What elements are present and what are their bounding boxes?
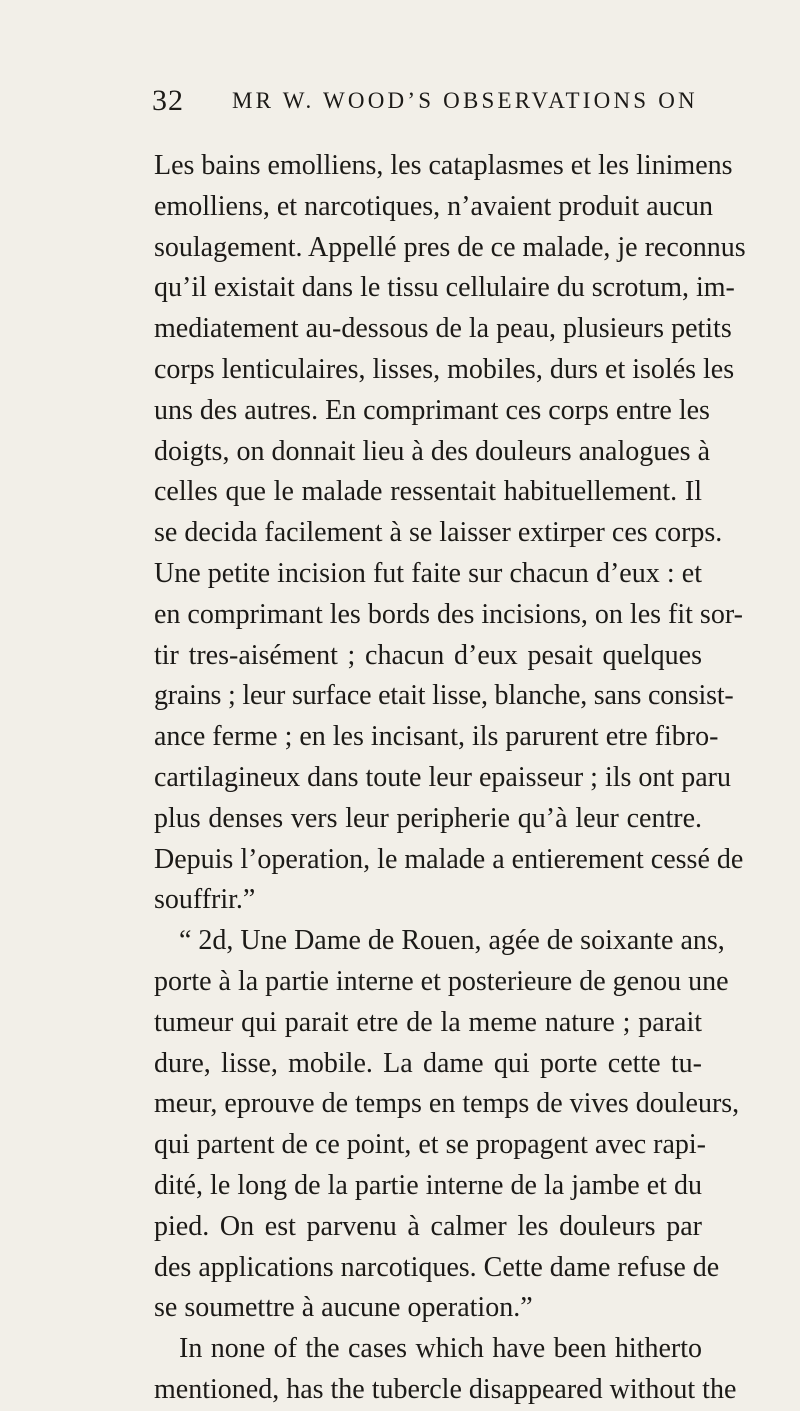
text-line: plus denses vers leur peripherie qu’à leur centre. <box>154 802 702 834</box>
text-line: mentioned, has the tubercle disappeared without the <box>154 1373 737 1405</box>
text-line: “ 2d, Une Dame de Rouen, agée de soixante ans, <box>179 925 725 957</box>
text-line: Les bains emolliens, les cataplasmes et les linimens <box>154 150 733 181</box>
running-title: MR W. WOOD’S OBSERVATIONS ON <box>232 88 698 113</box>
text-line: en comprimant les bords des incisions, on les fit sor- <box>154 598 743 630</box>
text-line: dité, le long de la partie interne de la jambe et du <box>154 1169 702 1201</box>
text-line: se soumettre à aucune operation.” <box>154 1292 533 1324</box>
text-line: emolliens, et narcotiques, n’avaient produit aucun <box>154 190 714 222</box>
text-line: se decida facilement à se laisser extirper ces corps. <box>154 517 723 549</box>
text-line: tumeur qui parait etre de la meme nature ; parait <box>154 1006 702 1038</box>
text-line: qu’il existait dans le tissu cellulaire du scrotum, im- <box>154 272 735 304</box>
text-line: ance ferme ; en les incisant, ils parurent etre fibro- <box>154 721 719 753</box>
text-line: doigts, on donnait lieu à des douleurs analogues à <box>154 435 710 467</box>
text-line: qui partent de ce point, et se propagent avec rapi- <box>154 1129 706 1161</box>
running-head <box>152 84 698 124</box>
text-line: tir tres-aisément ; chacun d’eux pesait quelques <box>154 639 702 671</box>
text-line: uns des autres. En comprimant ces corps entre les <box>154 394 710 426</box>
text-line: soulagement. Appellé pres de ce malade, je reconnus <box>154 231 746 263</box>
text-line: celles que le malade ressentait habituellement. Il <box>154 476 702 508</box>
text-line: cartilagineux dans toute leur epaisseur ; ils ont paru <box>154 761 731 793</box>
text-line: des applications narcotiques. Cette dame refuse de <box>154 1251 720 1283</box>
text-line: mediatement au-dessous de la peau, plusieurs petits <box>154 313 732 345</box>
text-line: porte à la partie interne et posterieure de genou une <box>154 965 729 997</box>
text-line: dure, lisse, mobile. La dame qui porte cette tu- <box>154 1047 702 1079</box>
body-text <box>154 146 746 1411</box>
text-line: corps lenticulaires, lisses, mobiles, durs et isolés les <box>154 353 735 385</box>
page-number: 32 <box>152 84 184 117</box>
text-line: grains ; leur surface etait lisse, blanche, sans consist- <box>154 680 734 712</box>
text-line: souffrir.” <box>154 884 256 916</box>
text-line: Depuis l’operation, le malade a entierement cessé de <box>154 843 744 875</box>
text-line: meur, eprouve de temps en temps de vives douleurs, <box>154 1088 740 1120</box>
text-line: pied. On est parvenu à calmer les douleurs par <box>154 1210 702 1242</box>
text-line: In none of the cases which have been hitherto <box>179 1333 702 1365</box>
text-line: Une petite incision fut faite sur chacun d’eux : et <box>154 557 702 589</box>
